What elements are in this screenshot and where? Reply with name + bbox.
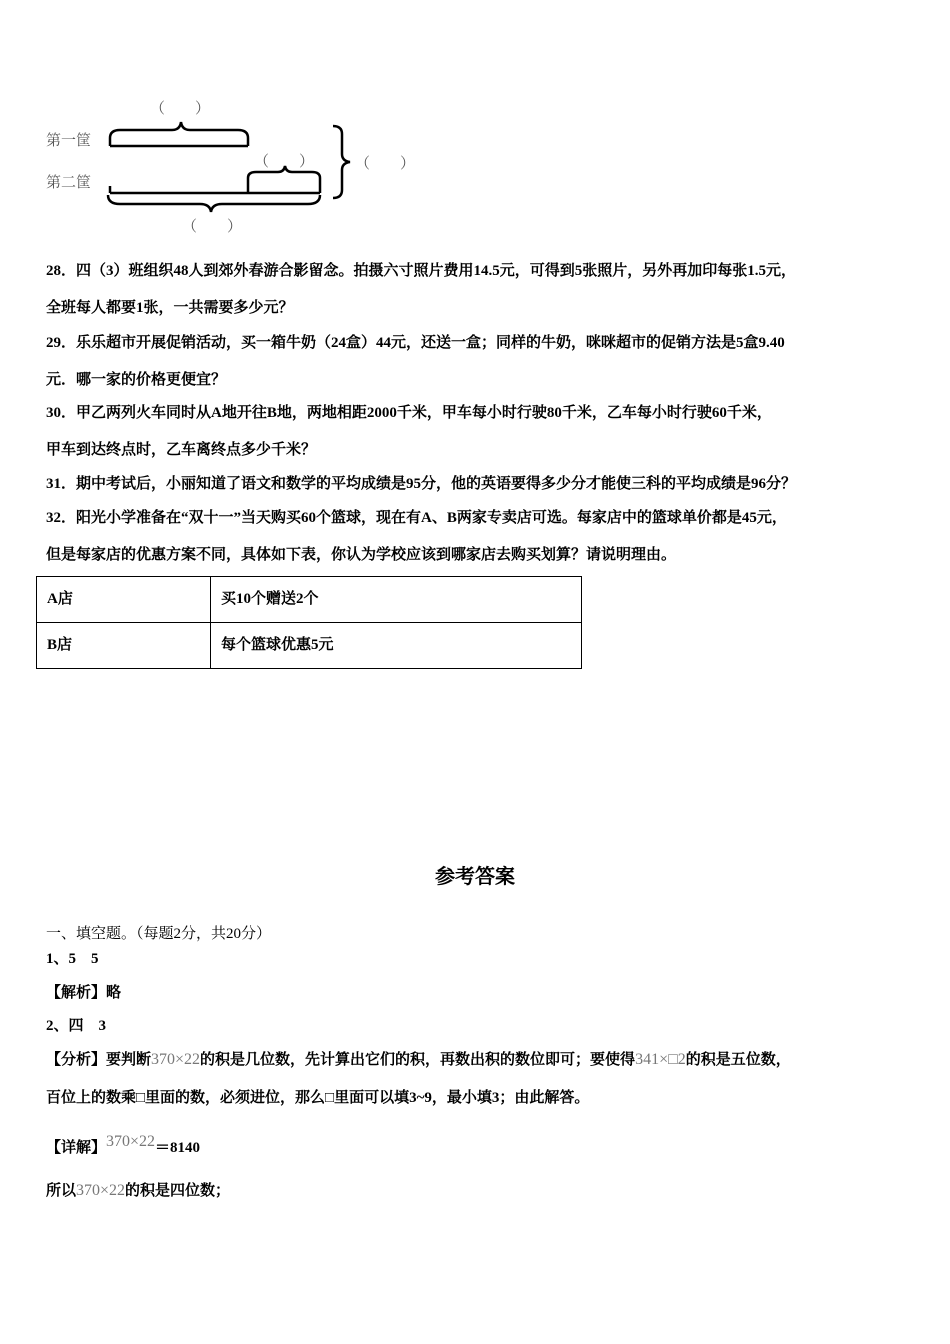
q28-line2: 全班每人都要1张，一共需要多少元？ xyxy=(46,300,294,316)
store-offer-table xyxy=(36,576,582,669)
math-expression: 370×22 xyxy=(151,1051,201,1068)
math-expression: 370×22 xyxy=(106,1133,156,1150)
conclusion-line xyxy=(46,1181,230,1201)
blank-bottom: （ ） xyxy=(182,219,243,235)
answer-1-note: 【解析】略 xyxy=(46,985,122,1001)
store-offer: 每个篮球优惠5元 xyxy=(211,623,582,669)
blank-top: （ ） xyxy=(150,101,211,117)
question-31: 31．期中考试后，小丽知道了语文和数学的平均成绩是95分，他的英语要得多少分才能使三科的平均成绩是96分？ xyxy=(46,476,797,492)
section-heading: 一、填空题。（每题2分，共20分） xyxy=(46,926,272,942)
q28-line1: 28．四（3）班组织48人到郊外春游合影留念。拍摄六寸照片费用14.5元，可得到5张照片，另外再加印每张1.5元， xyxy=(46,263,797,279)
analysis-line1 xyxy=(46,1050,791,1070)
q29-line2: 元．哪一家的价格更便宜？ xyxy=(46,372,227,388)
q32-line1: 32．阳光小学准备在“双十一”当天购买60个篮球，现在有A、B两家专卖店可选。每家店中的篮球单价都是45元， xyxy=(46,510,787,526)
answers-title: 参考答案 xyxy=(435,866,515,888)
text: 所以 xyxy=(46,1183,77,1199)
answer-1: 1、5 5 xyxy=(46,951,99,967)
text: ＝8140 xyxy=(155,1140,201,1156)
math-expression: 370×22 xyxy=(76,1182,126,1199)
row1-label: 第一筐 xyxy=(46,133,92,149)
brace-lines xyxy=(0,0,950,240)
table-row xyxy=(37,577,582,623)
store-offer: 买10个赠送2个 xyxy=(211,577,582,623)
q30-line2: 甲车到达终点时，乙车离终点多少千米？ xyxy=(46,442,317,458)
math-expression: 341×□2 xyxy=(635,1051,686,1068)
store-name: B店 xyxy=(37,623,211,669)
text: 的积是五位数， xyxy=(685,1052,791,1068)
blank-total: （ ） xyxy=(355,156,416,172)
store-name: A店 xyxy=(37,577,211,623)
blank-extra: （ ） xyxy=(254,154,315,170)
q30-line1: 30．甲乙两列火车同时从A地开往B地，两地相距2000千米，甲车每小时行驶80千米，乙车每小时行驶60千米， xyxy=(46,405,772,421)
detail-line xyxy=(46,1122,200,1168)
text: 【分析】要判断 xyxy=(46,1052,152,1068)
analysis-line2: 百位上的数乘□里面的数，必须进位，那么□里面可以填3~9，最小填3；由此解答。 xyxy=(46,1090,590,1106)
text: 的积是几位数，先计算出它们的积，再数出积的数位即可；要使得 xyxy=(200,1052,636,1068)
text: 的积是四位数； xyxy=(125,1183,231,1199)
table-row xyxy=(37,623,582,669)
row2-label: 第二筐 xyxy=(46,175,92,191)
text: 【详解】 xyxy=(46,1140,107,1156)
q32-line2: 但是每家店的优惠方案不同，具体如下表，你认为学校应该到哪家店去购买划算？请说明理由。 xyxy=(46,547,677,563)
answer-2: 2、四 3 xyxy=(46,1018,107,1034)
q29-line1: 29．乐乐超市开展促销活动，买一箱牛奶（24盒）44元，还送一盒；同样的牛奶，咪咪超市的促销方法是5盒9.40 xyxy=(46,335,785,351)
